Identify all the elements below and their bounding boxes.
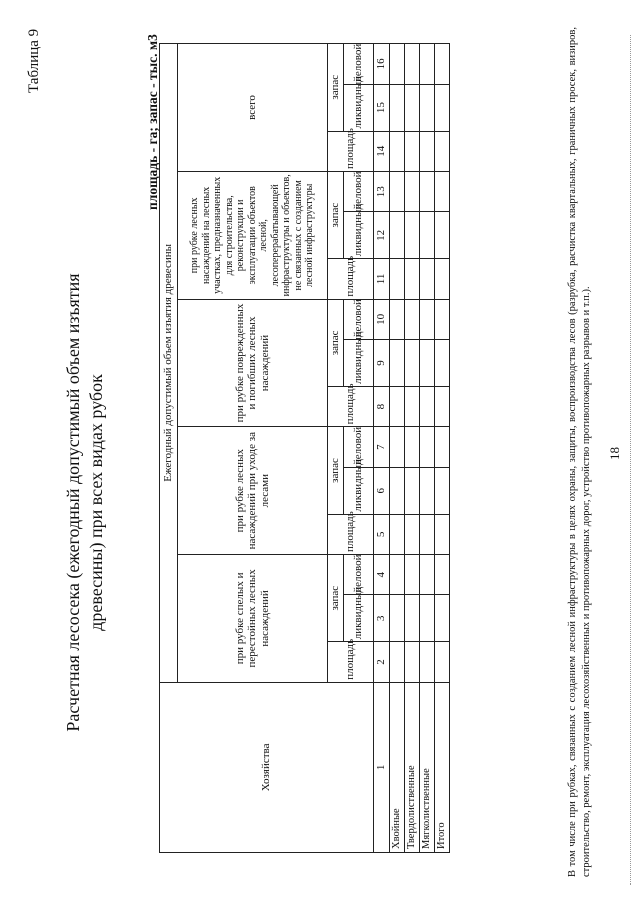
table-cell [390, 386, 405, 426]
table-cell [390, 642, 405, 682]
table-cell [405, 212, 420, 259]
header-liquid: ликвидный [344, 340, 374, 387]
table-cell [405, 171, 420, 211]
column-number: 12 [374, 212, 390, 259]
column-number: 2 [374, 642, 390, 682]
header-group-damaged: при рубке поврежденных и погибших лесных насаждений [178, 299, 328, 427]
row-label-total: Итого [435, 682, 450, 852]
table-cell [435, 427, 450, 467]
table-cell [420, 642, 435, 682]
table-cell [420, 555, 435, 595]
table-cell [405, 84, 420, 131]
header-annual-volume: Ежегодный допустимый объем изъятия древесины [160, 44, 178, 683]
table-cell [405, 595, 420, 642]
title-line-1: Расчетная лесосека (ежегодный допустимый объем изъятия [63, 273, 83, 732]
table-cell [420, 467, 435, 514]
table-cell [420, 386, 435, 426]
footnote: В том числе при рубках, связанных с созданием лесной инфраструктуры в целях охраны, защиты, воспроизводства лесов (разрубка, расчистка квартальных, граничных просек, визиров, строительство, ремонт, эксплуатация лесохозяйственных и противопожарных дорог, устройство противопожарных разрывов и т.п.). [567, 27, 592, 877]
title-line-2: древесины) при всех видах рубок [86, 374, 106, 631]
table-cell [390, 84, 405, 131]
column-number: 11 [374, 259, 390, 299]
column-number: 16 [374, 44, 390, 85]
units-caption: площадь - га; запас - тыс. м3 [145, 34, 160, 210]
table-cell [405, 514, 420, 554]
table-cell [435, 171, 450, 211]
header-group-total: всего [178, 44, 328, 172]
table-row [390, 44, 405, 853]
table-cell [435, 212, 450, 259]
table-cell [435, 84, 450, 131]
header-business: деловой [344, 427, 374, 467]
header-stock: запас [328, 44, 344, 132]
table-cell [405, 340, 420, 387]
table-cell [435, 514, 450, 554]
table-cell [390, 299, 405, 339]
table-cell [390, 259, 405, 299]
table-cell [405, 299, 420, 339]
header-group-mature: при рубке спелых и перестойных лесных насаждений [178, 555, 328, 683]
table-cell [420, 259, 435, 299]
table-cell [420, 340, 435, 387]
header-liquid: ликвидный [344, 84, 374, 131]
header-business: деловой [344, 299, 374, 339]
table-cell [420, 299, 435, 339]
table-cell [435, 259, 450, 299]
table-cell [420, 131, 435, 171]
header-area: площадь [328, 131, 374, 171]
column-number: 8 [374, 386, 390, 426]
table-cell [420, 171, 435, 211]
table-cell [435, 340, 450, 387]
table-row [405, 44, 420, 853]
header-business: деловой [344, 555, 374, 595]
column-number: 14 [374, 131, 390, 171]
header-group-thinning: при рубке лесных насаждений при уходе за лесами [178, 427, 328, 555]
document-title [62, 250, 108, 755]
table-row [435, 44, 450, 853]
table-cell [435, 467, 450, 514]
column-number: 5 [374, 514, 390, 554]
header-area: площадь [328, 386, 374, 426]
logging-quota-table [159, 43, 450, 853]
table-cell [435, 595, 450, 642]
header-stock: запас [328, 555, 344, 642]
table-cell [390, 171, 405, 211]
column-number: 1 [374, 682, 390, 852]
column-number: 15 [374, 84, 390, 131]
table-cell [420, 212, 435, 259]
header-farms: Хозяйства [160, 682, 374, 852]
column-number: 7 [374, 427, 390, 467]
table-cell [390, 595, 405, 642]
column-number: 4 [374, 555, 390, 595]
row-label-hardwood: Твердолиственные [405, 682, 420, 852]
table-cell [405, 44, 420, 85]
table-cell [405, 427, 420, 467]
table-cell [420, 514, 435, 554]
table-cell [435, 555, 450, 595]
table-cell [390, 44, 405, 85]
header-liquid: ликвидный [344, 212, 374, 259]
header-business: деловой [344, 171, 374, 211]
table-cell [390, 467, 405, 514]
header-stock: запас [328, 171, 344, 258]
header-group-infrastructure: при рубке лесных насаждений на лесных участках, предназначенных для строительства, реконструкции и эксплуатации объектов лесной, лесоперерабатывающей инфраструктуры и объектов, не связанных с созданием лесной инфраструктуры [178, 171, 328, 299]
table-cell [405, 555, 420, 595]
table-cell [435, 386, 450, 426]
table-cell [435, 642, 450, 682]
header-business: деловой [344, 44, 374, 85]
table-cell [390, 131, 405, 171]
table-cell [390, 555, 405, 595]
header-area: площадь [328, 514, 374, 554]
table-cell [420, 44, 435, 85]
page-number: 18 [607, 447, 622, 460]
table-cell [390, 340, 405, 387]
column-number: 3 [374, 595, 390, 642]
header-stock: запас [328, 299, 344, 386]
scan-edge-line [630, 35, 632, 885]
row-label-softwood: Мягколиственные [420, 682, 435, 852]
table-cell [405, 642, 420, 682]
header-stock: запас [328, 427, 344, 514]
table-cell [405, 259, 420, 299]
table-cell [405, 386, 420, 426]
header-area: площадь [328, 259, 374, 299]
header-liquid: ликвидный [344, 595, 374, 642]
table-cell [420, 595, 435, 642]
column-number: 10 [374, 299, 390, 339]
table-cell [420, 427, 435, 467]
table-cell [390, 427, 405, 467]
table-number: Таблица 9 [26, 28, 42, 93]
table-cell [435, 299, 450, 339]
header-liquid: ликвидный [344, 467, 374, 514]
table-cell [405, 467, 420, 514]
table-cell [420, 84, 435, 131]
header-area: площадь [328, 642, 374, 682]
column-number: 9 [374, 340, 390, 387]
table-cell [405, 131, 420, 171]
table-cell [390, 514, 405, 554]
row-label-coniferous: Хвойные [390, 682, 405, 852]
column-number: 6 [374, 467, 390, 514]
column-number: 13 [374, 171, 390, 211]
table-cell [435, 131, 450, 171]
table-row [420, 44, 435, 853]
table-cell [390, 212, 405, 259]
table-cell [435, 44, 450, 85]
